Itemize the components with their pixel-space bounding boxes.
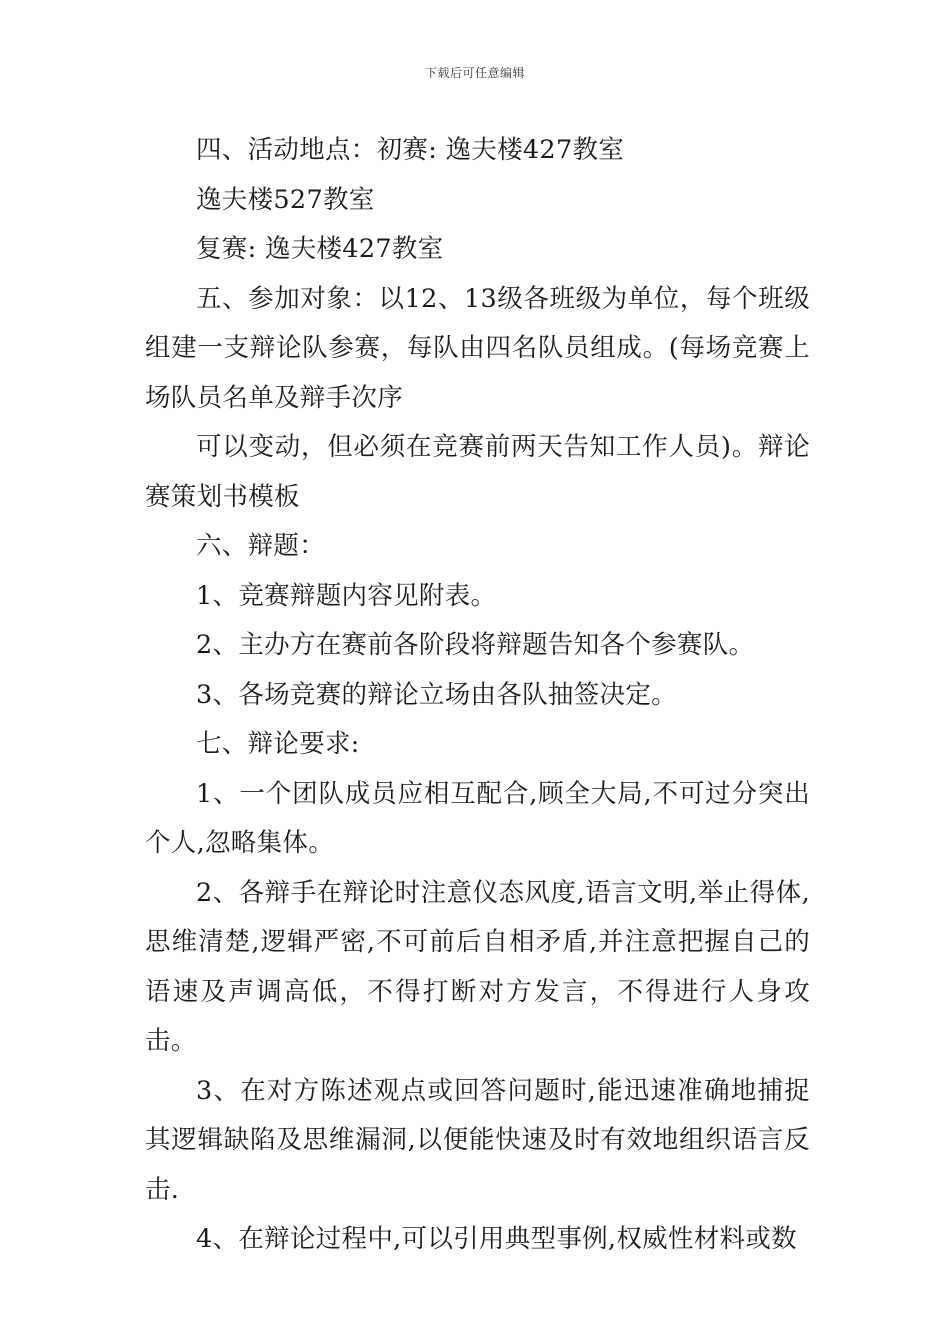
paragraph-topic-1: 1、竞赛辩题内容见附表。 xyxy=(196,580,497,611)
paragraph-requirement-1: 1、一个团队成员应相互配合,顾全大局,不可过分突出个人,忽略集体。 xyxy=(145,778,810,858)
document-body xyxy=(145,126,810,1265)
paragraph-venue: 四、活动地点：初赛: 逸夫楼427教室 xyxy=(196,135,625,165)
paragraph-topic-2: 2、主办方在赛前各阶段将辩题告知各个参赛队。 xyxy=(196,630,755,660)
paragraph-topic-heading: 六、辩题： xyxy=(196,531,326,561)
paragraph-venue-second: 逸夫楼527教室 xyxy=(196,184,375,215)
paragraph-requirement-3: 3、在对方陈述观点或回答问题时,能迅速准确地捕捉其逻辑缺陷及思维漏洞,以便能快速及时有效地组织语言反击. xyxy=(145,1075,810,1205)
paragraph-requirement-2: 2、各辩手在辩论时注意仪态风度,语言文明,举止得体,思维清楚,逻辑严密,不可前后自相矛盾,并注意把握自己的语速及声调高低，不得打断对方发言，不得进行人身攻击。 xyxy=(145,877,810,1056)
paragraph-participants: 五、参加对象：以12、13级各班级为单位，每个班级组建一支辩论队参赛，每队由四名队员组成。(每场竞赛上场队员名单及辩手次序 xyxy=(145,283,810,413)
page-header: 下载后可任意编辑 xyxy=(424,66,525,80)
paragraph-requirements-heading: 七、辩论要求: xyxy=(196,729,360,759)
paragraph-venue-final: 复赛: 逸夫楼427教室 xyxy=(196,234,444,264)
paragraph-requirement-4: 4、在辩论过程中,可以引用典型事例,权威性材料或数 xyxy=(196,1224,797,1254)
paragraph-topic-3: 3、各场竞赛的辩论立场由各队抽签决定。 xyxy=(196,679,677,710)
paragraph-participants-cont: 可以变动，但必须在竞赛前两天告知工作人员)。辩论赛策划书模板 xyxy=(145,432,810,512)
